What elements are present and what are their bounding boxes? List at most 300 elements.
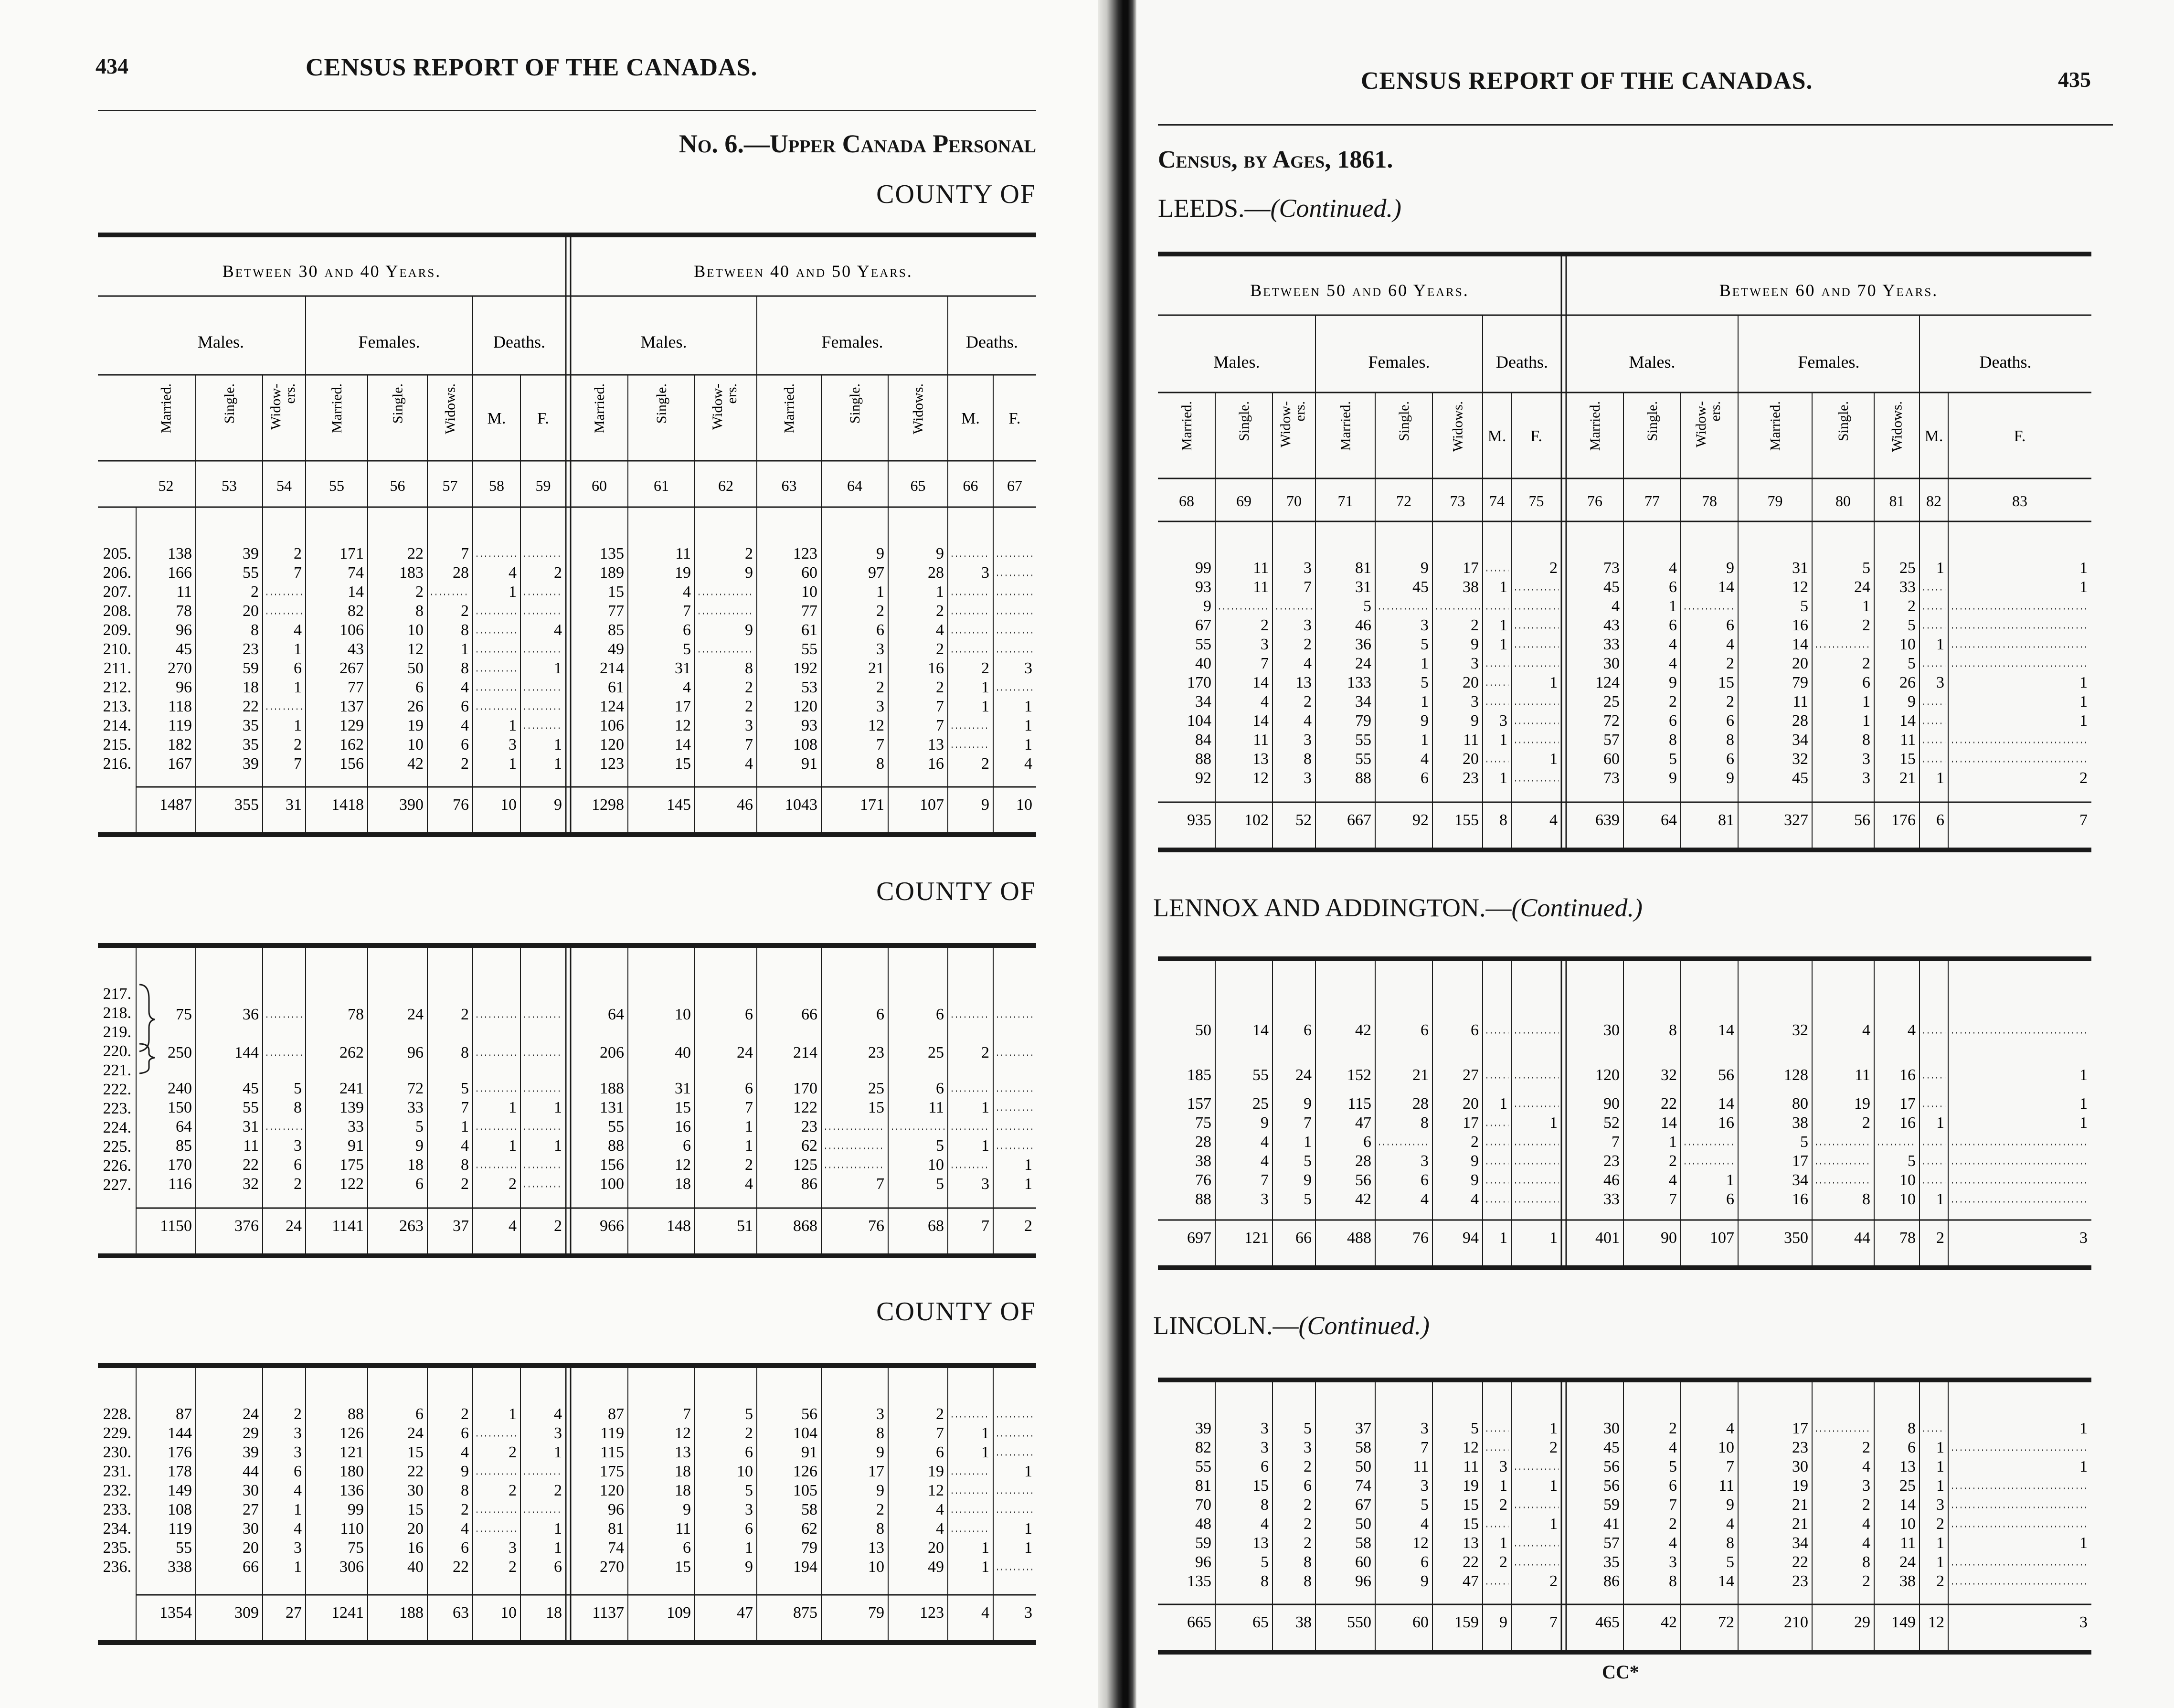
cell-value: 21 — [1899, 769, 1916, 787]
total-value: 1 — [1549, 1229, 1558, 1247]
cell-value: 4 — [1261, 693, 1269, 711]
cell-value: 150 — [168, 1099, 192, 1116]
cell-value: 85 — [176, 1137, 192, 1155]
total-value: 667 — [1347, 811, 1371, 829]
cell-value: 9 — [683, 1501, 691, 1518]
cell-value: 2 — [876, 679, 884, 696]
cell-value: 5 — [936, 1175, 944, 1193]
cell-value: 2 — [1862, 1572, 1870, 1590]
cell-value: 4 — [1304, 712, 1312, 730]
cell-value: 36 — [1355, 636, 1371, 653]
cell-value: 28 — [1195, 1133, 1211, 1151]
column-number: 70 — [1286, 492, 1302, 509]
cell-value: 120 — [600, 1482, 624, 1499]
cell-value: 18 — [675, 1463, 691, 1480]
cell-value: 3 — [1421, 1477, 1429, 1495]
total-value: 29 — [1854, 1613, 1870, 1631]
cell-value: 6 — [745, 1443, 753, 1461]
cell-value: 1 — [509, 755, 517, 773]
cell-value: 21 — [1792, 1515, 1808, 1533]
column-label: Single. — [1236, 401, 1252, 442]
cell-value: 136 — [339, 1482, 364, 1499]
cell-value: 20 — [243, 1539, 259, 1557]
column-label: F. — [537, 410, 549, 427]
cell-value: 40 — [1195, 655, 1211, 672]
cell-value: 14 — [1792, 636, 1808, 653]
column-label: F. — [1008, 410, 1021, 427]
cell-value: 11 — [928, 1099, 944, 1116]
column-label: ers. — [282, 383, 298, 404]
total-value: 76 — [1412, 1229, 1429, 1247]
cell-value: 6 — [1726, 1190, 1734, 1208]
total-value: 355 — [234, 796, 259, 814]
column-label: M. — [961, 410, 980, 427]
total-value: 2 — [1936, 1229, 1944, 1247]
cell-value: 25 — [1252, 1095, 1269, 1113]
cell-value: 30 — [243, 1482, 259, 1499]
cell-value: 1 — [1024, 1156, 1032, 1174]
cell-value: 3 — [1862, 1477, 1870, 1495]
cell-value: 2 — [1471, 616, 1479, 634]
cell-value: 2 — [1304, 693, 1312, 711]
cell-value: 338 — [168, 1558, 192, 1576]
cell-value: 2 — [745, 1156, 753, 1174]
cell-value: 4 — [745, 1175, 753, 1193]
total-value: 76 — [453, 796, 469, 814]
cell-value: 7 — [1261, 655, 1269, 672]
cell-value: 34 — [1195, 693, 1211, 711]
row-number: 234. — [103, 1520, 131, 1538]
cell-value: 206 — [600, 1044, 624, 1061]
cell-value: 1 — [1499, 1095, 1507, 1113]
cell-value: 39 — [1195, 1420, 1211, 1437]
column-number: 53 — [222, 477, 237, 494]
total-value: 7 — [2079, 811, 2088, 829]
total-value: 92 — [1412, 811, 1429, 829]
cell-value: 24 — [243, 1405, 259, 1423]
column-label: Widow- — [1693, 401, 1709, 448]
cell-value: 2 — [1549, 1439, 1558, 1456]
cell-value: 31 — [675, 659, 691, 677]
total-value: 109 — [667, 1604, 691, 1622]
cell-value: 6 — [294, 659, 302, 677]
cell-value: 2 — [981, 755, 989, 773]
cell-value: 81 — [1195, 1477, 1211, 1495]
cell-value: 10 — [1899, 1515, 1916, 1533]
column-label: Married. — [781, 383, 797, 434]
cell-value: 22 — [243, 1156, 259, 1174]
cell-value: 3 — [1304, 559, 1312, 577]
cell-value: 8 — [1261, 1572, 1269, 1590]
cell-value: 7 — [876, 736, 884, 753]
cell-value: 57 — [1603, 1534, 1620, 1552]
group-header: Between 30 and 40 Years. — [222, 262, 442, 281]
cell-value: 14 — [1252, 674, 1269, 691]
cell-value: 4 — [1421, 1190, 1429, 1208]
cell-value: 7 — [1726, 1458, 1734, 1475]
cell-value: 88 — [1355, 769, 1371, 787]
cell-value: 84 — [1195, 731, 1211, 749]
cell-value: 7 — [1669, 1496, 1677, 1514]
cell-value: 10 — [1899, 636, 1916, 653]
cell-value: 33 — [1603, 636, 1620, 653]
row-number: 232. — [103, 1482, 131, 1499]
row-number: 217. — [103, 985, 131, 1003]
cell-value: 93 — [801, 717, 817, 734]
cell-value: 3 — [1499, 1458, 1507, 1475]
cell-value: 7 — [936, 717, 944, 734]
cell-value: 1 — [981, 1443, 989, 1461]
cell-value: 41 — [1603, 1515, 1620, 1533]
total-value: 10 — [500, 796, 517, 814]
cell-value: 3 — [1669, 1553, 1677, 1571]
cell-value: 15 — [1463, 1496, 1479, 1514]
cell-value: 5 — [1908, 616, 1916, 634]
cell-value: 43 — [348, 640, 364, 658]
cell-value: 15 — [675, 1099, 691, 1116]
cell-value: 2 — [981, 1044, 989, 1061]
cell-value: 170 — [793, 1080, 817, 1097]
cell-value: 74 — [1355, 1477, 1371, 1495]
cell-value: 8 — [1726, 731, 1734, 749]
total-value: 188 — [399, 1604, 424, 1622]
total-value: 350 — [1784, 1229, 1808, 1247]
cell-value: 162 — [339, 736, 364, 753]
cell-value: 32 — [1792, 1021, 1808, 1039]
row-number: 216. — [103, 755, 131, 773]
row-number: 206. — [103, 564, 131, 582]
cell-value: 24 — [1295, 1066, 1312, 1084]
cell-value: 46 — [1603, 1171, 1620, 1189]
cell-value: 129 — [339, 717, 364, 734]
cell-value: 8 — [1862, 1553, 1870, 1571]
cell-value: 1 — [1421, 655, 1429, 672]
cell-value: 3 — [1471, 693, 1479, 711]
cell-value: 9 — [1471, 712, 1479, 730]
cell-value: 10 — [1899, 1171, 1916, 1189]
cell-value: 30 — [1603, 1420, 1620, 1437]
cell-value: 7 — [1261, 1171, 1269, 1189]
column-number: 73 — [1450, 492, 1465, 509]
column-label: Widows. — [1450, 401, 1466, 452]
cell-value: 55 — [1355, 750, 1371, 768]
cell-value: 28 — [1355, 1152, 1371, 1170]
column-label: M. — [1924, 427, 1943, 445]
cell-value: 1 — [554, 659, 562, 677]
cell-value: 30 — [1603, 1021, 1620, 1039]
cell-value: 17 — [1463, 1114, 1479, 1132]
total-value: 18 — [546, 1604, 562, 1622]
cell-value: 92 — [1195, 769, 1211, 787]
cell-value: 66 — [243, 1558, 259, 1576]
cell-value: 11 — [1855, 1066, 1870, 1084]
cell-value: 4 — [1024, 755, 1032, 773]
cell-value: 16 — [1792, 616, 1808, 634]
cell-value: 1 — [1669, 1133, 1677, 1151]
cell-value: 2 — [1549, 559, 1558, 577]
cell-value: 15 — [675, 755, 691, 773]
cell-value: 3 — [1936, 674, 1944, 691]
column-number: 76 — [1587, 492, 1602, 509]
cell-value: 23 — [1463, 769, 1479, 787]
cell-value: 90 — [1603, 1095, 1620, 1113]
cell-value: 9 — [1726, 559, 1734, 577]
table-title-left: No. 6.—Upper Canada Personal — [679, 129, 1036, 158]
cell-value: 44 — [243, 1463, 259, 1480]
total-value: 176 — [1891, 811, 1916, 829]
cell-value: 64 — [608, 1006, 624, 1023]
cell-value: 183 — [399, 564, 424, 582]
cell-value: 7 — [1304, 1114, 1312, 1132]
cell-value: 108 — [168, 1501, 192, 1518]
cell-value: 2 — [745, 545, 753, 562]
cell-value: 82 — [1195, 1439, 1211, 1456]
cell-value: 9 — [415, 1137, 424, 1155]
cell-value: 17 — [1463, 559, 1479, 577]
total-value: 327 — [1784, 811, 1808, 829]
cell-value: 4 — [745, 755, 753, 773]
cell-value: 8 — [461, 1044, 469, 1061]
cell-value: 12 — [675, 1156, 691, 1174]
cell-value: 11 — [1463, 731, 1479, 749]
cell-value: 1 — [1936, 1190, 1944, 1208]
sub-header: Deaths. — [1496, 352, 1548, 371]
column-number: 62 — [718, 477, 733, 494]
column-label: Widows. — [910, 383, 926, 435]
cell-value: 4 — [1471, 1190, 1479, 1208]
row-number: 207. — [103, 583, 131, 601]
cell-value: 55 — [1195, 636, 1211, 653]
cell-value: 14 — [1718, 1572, 1734, 1590]
cell-value: 1 — [981, 1539, 989, 1557]
total-value: 66 — [1295, 1229, 1312, 1247]
county-label-3: COUNTY OF — [876, 1297, 1036, 1326]
cell-value: 11 — [243, 1137, 259, 1155]
cell-value: 3 — [1499, 712, 1507, 730]
cell-value: 1 — [1549, 1515, 1558, 1533]
census-table-right — [1136, 0, 2174, 1708]
cell-value: 5 — [683, 640, 691, 658]
cell-value: 24 — [1899, 1553, 1916, 1571]
cell-value: 74 — [348, 564, 364, 582]
cell-value: 9 — [1421, 1572, 1429, 1590]
cell-value: 2 — [1669, 693, 1677, 711]
column-number: 82 — [1926, 492, 1941, 509]
cell-value: 106 — [339, 621, 364, 639]
cell-value: 13 — [1463, 1534, 1479, 1552]
cell-value: 8 — [461, 659, 469, 677]
cell-value: 4 — [683, 583, 691, 601]
cell-value: 74 — [608, 1539, 624, 1557]
cell-value: 49 — [928, 1558, 944, 1576]
cell-value: 4 — [1669, 655, 1677, 672]
cell-value: 2 — [461, 602, 469, 620]
cell-value: 4 — [294, 621, 302, 639]
cell-value: 30 — [1603, 655, 1620, 672]
column-label: Widow- — [268, 383, 284, 430]
cell-value: 32 — [243, 1175, 259, 1193]
cell-value: 3 — [1862, 769, 1870, 787]
cell-value: 262 — [339, 1044, 364, 1061]
column-label: Widows. — [1889, 401, 1905, 452]
cell-value: 55 — [1195, 1458, 1211, 1475]
cell-value: 2 — [294, 736, 302, 753]
cell-value: 156 — [600, 1156, 624, 1174]
sub-header: Females. — [1798, 352, 1860, 371]
cell-value: 67 — [1355, 1496, 1371, 1514]
cell-value: 24 — [737, 1044, 753, 1061]
cell-value: 11 — [1253, 731, 1269, 749]
total-value: 102 — [1244, 811, 1269, 829]
cell-value: 13 — [1899, 1458, 1916, 1475]
cell-value: 1 — [1669, 597, 1677, 615]
cell-value: 9 — [745, 1558, 753, 1576]
cell-value: 6 — [1261, 1458, 1269, 1475]
cell-value: 122 — [793, 1099, 817, 1116]
cell-value: 270 — [168, 659, 192, 677]
cell-value: 87 — [608, 1405, 624, 1423]
total-value: 465 — [1595, 1613, 1620, 1631]
cell-value: 99 — [1195, 559, 1211, 577]
cell-value: 32 — [1792, 750, 1808, 768]
total-value: 1141 — [332, 1217, 364, 1235]
cell-value: 1 — [1936, 1553, 1944, 1571]
cell-value: 88 — [348, 1405, 364, 1423]
cell-value: 88 — [1195, 1190, 1211, 1208]
cell-value: 1 — [1862, 693, 1870, 711]
cell-value: 38 — [1899, 1572, 1916, 1590]
cell-value: 189 — [600, 564, 624, 582]
column-label: F. — [2014, 427, 2026, 445]
total-value: 4 — [1549, 811, 1558, 829]
cell-value: 3 — [294, 1443, 302, 1461]
cell-value: 4 — [461, 1443, 469, 1461]
cell-value: 40 — [675, 1044, 691, 1061]
cell-value: 9 — [1669, 769, 1677, 787]
cell-value: 2 — [1471, 1133, 1479, 1151]
cell-value: 50 — [1355, 1515, 1371, 1533]
cell-value: 3 — [1421, 616, 1429, 634]
running-head-left: CENSUS REPORT OF THE CANADAS. — [306, 54, 758, 81]
cell-value: 3 — [1024, 659, 1032, 677]
cell-value: 16 — [1718, 1114, 1734, 1132]
cell-value: 39 — [243, 1443, 259, 1461]
cell-value: 20 — [1463, 674, 1479, 691]
cell-value: 15 — [1899, 750, 1916, 768]
cell-value: 34 — [1792, 1534, 1808, 1552]
row-number: 223. — [103, 1100, 131, 1117]
cell-value: 73 — [1603, 559, 1620, 577]
cell-value: 55 — [608, 1118, 624, 1135]
total-value: 1137 — [592, 1604, 624, 1622]
cell-value: 7 — [1612, 1133, 1620, 1151]
cell-value: 1 — [554, 1539, 562, 1557]
row-number: 211. — [103, 659, 131, 677]
cell-value: 17 — [675, 698, 691, 715]
cell-value: 46 — [1355, 616, 1371, 634]
cell-value: 106 — [600, 717, 624, 734]
cell-value: 3 — [1261, 1439, 1269, 1456]
cell-value: 4 — [1726, 636, 1734, 653]
cell-value: 25 — [928, 1044, 944, 1061]
cell-value: 1 — [745, 1118, 753, 1135]
cell-value: 6 — [1908, 1439, 1916, 1456]
column-number: 64 — [847, 477, 862, 494]
cell-value: 78 — [176, 602, 192, 620]
column-number: 57 — [442, 477, 458, 494]
cell-value: 10 — [1718, 1439, 1734, 1456]
cell-value: 15 — [407, 1443, 424, 1461]
cell-value: 2 — [936, 640, 944, 658]
cell-value: 1 — [294, 1558, 302, 1576]
cell-value: 6 — [1726, 712, 1734, 730]
cell-value: 1 — [1024, 717, 1032, 734]
total-value: 94 — [1463, 1229, 1479, 1247]
cell-value: 75 — [348, 1539, 364, 1557]
cell-value: 56 — [801, 1405, 817, 1423]
cell-value: 31 — [1355, 578, 1371, 596]
cell-value: 45 — [1412, 578, 1429, 596]
total-value: 52 — [1295, 811, 1312, 829]
sub-header: Deaths. — [966, 332, 1018, 351]
column-number: 69 — [1236, 492, 1251, 509]
cell-value: 79 — [1792, 674, 1808, 691]
cell-value: 1 — [461, 640, 469, 658]
cell-value: 18 — [675, 1175, 691, 1193]
cell-value: 2 — [1304, 1496, 1312, 1514]
cell-value: 1 — [2079, 578, 2088, 596]
cell-value: 12 — [675, 1424, 691, 1442]
cell-value: 2 — [294, 1405, 302, 1423]
cell-value: 2 — [1936, 1515, 1944, 1533]
cell-value: 22 — [1661, 1095, 1677, 1113]
cell-value: 45 — [1603, 578, 1620, 596]
cell-value: 170 — [1187, 674, 1211, 691]
cell-value: 1 — [1421, 693, 1429, 711]
cell-value: 8 — [294, 1099, 302, 1116]
cell-value: 20 — [1463, 750, 1479, 768]
cell-value: 4 — [461, 717, 469, 734]
cell-value: 29 — [243, 1424, 259, 1442]
cell-value: 2 — [461, 1175, 469, 1193]
cell-value: 3 — [1261, 636, 1269, 653]
cell-value: 192 — [793, 659, 817, 677]
cell-value: 33 — [348, 1118, 364, 1135]
cell-value: 24 — [1854, 578, 1870, 596]
total-value: 79 — [868, 1604, 884, 1622]
cell-value: 19 — [675, 564, 691, 582]
row-number: 226. — [103, 1157, 131, 1175]
cell-value: 2 — [1261, 616, 1269, 634]
cell-value: 9 — [1471, 1152, 1479, 1170]
cell-value: 6 — [1421, 1171, 1429, 1189]
cell-value: 62 — [801, 1520, 817, 1538]
cell-value: 1 — [554, 736, 562, 753]
column-label: ers. — [724, 383, 740, 404]
cell-value: 24 — [407, 1424, 424, 1442]
cell-value: 240 — [168, 1080, 192, 1097]
total-value: 65 — [1252, 1613, 1269, 1631]
cell-value: 2 — [251, 583, 259, 601]
cell-value: 6 — [683, 1539, 691, 1557]
cell-value: 1 — [509, 717, 517, 734]
cell-value: 33 — [407, 1099, 424, 1116]
cell-value: 45 — [243, 1080, 259, 1097]
cell-value: 1 — [1862, 712, 1870, 730]
total-value: 31 — [286, 796, 302, 814]
cell-value: 2 — [1499, 1553, 1507, 1571]
cell-value: 28 — [453, 564, 469, 582]
